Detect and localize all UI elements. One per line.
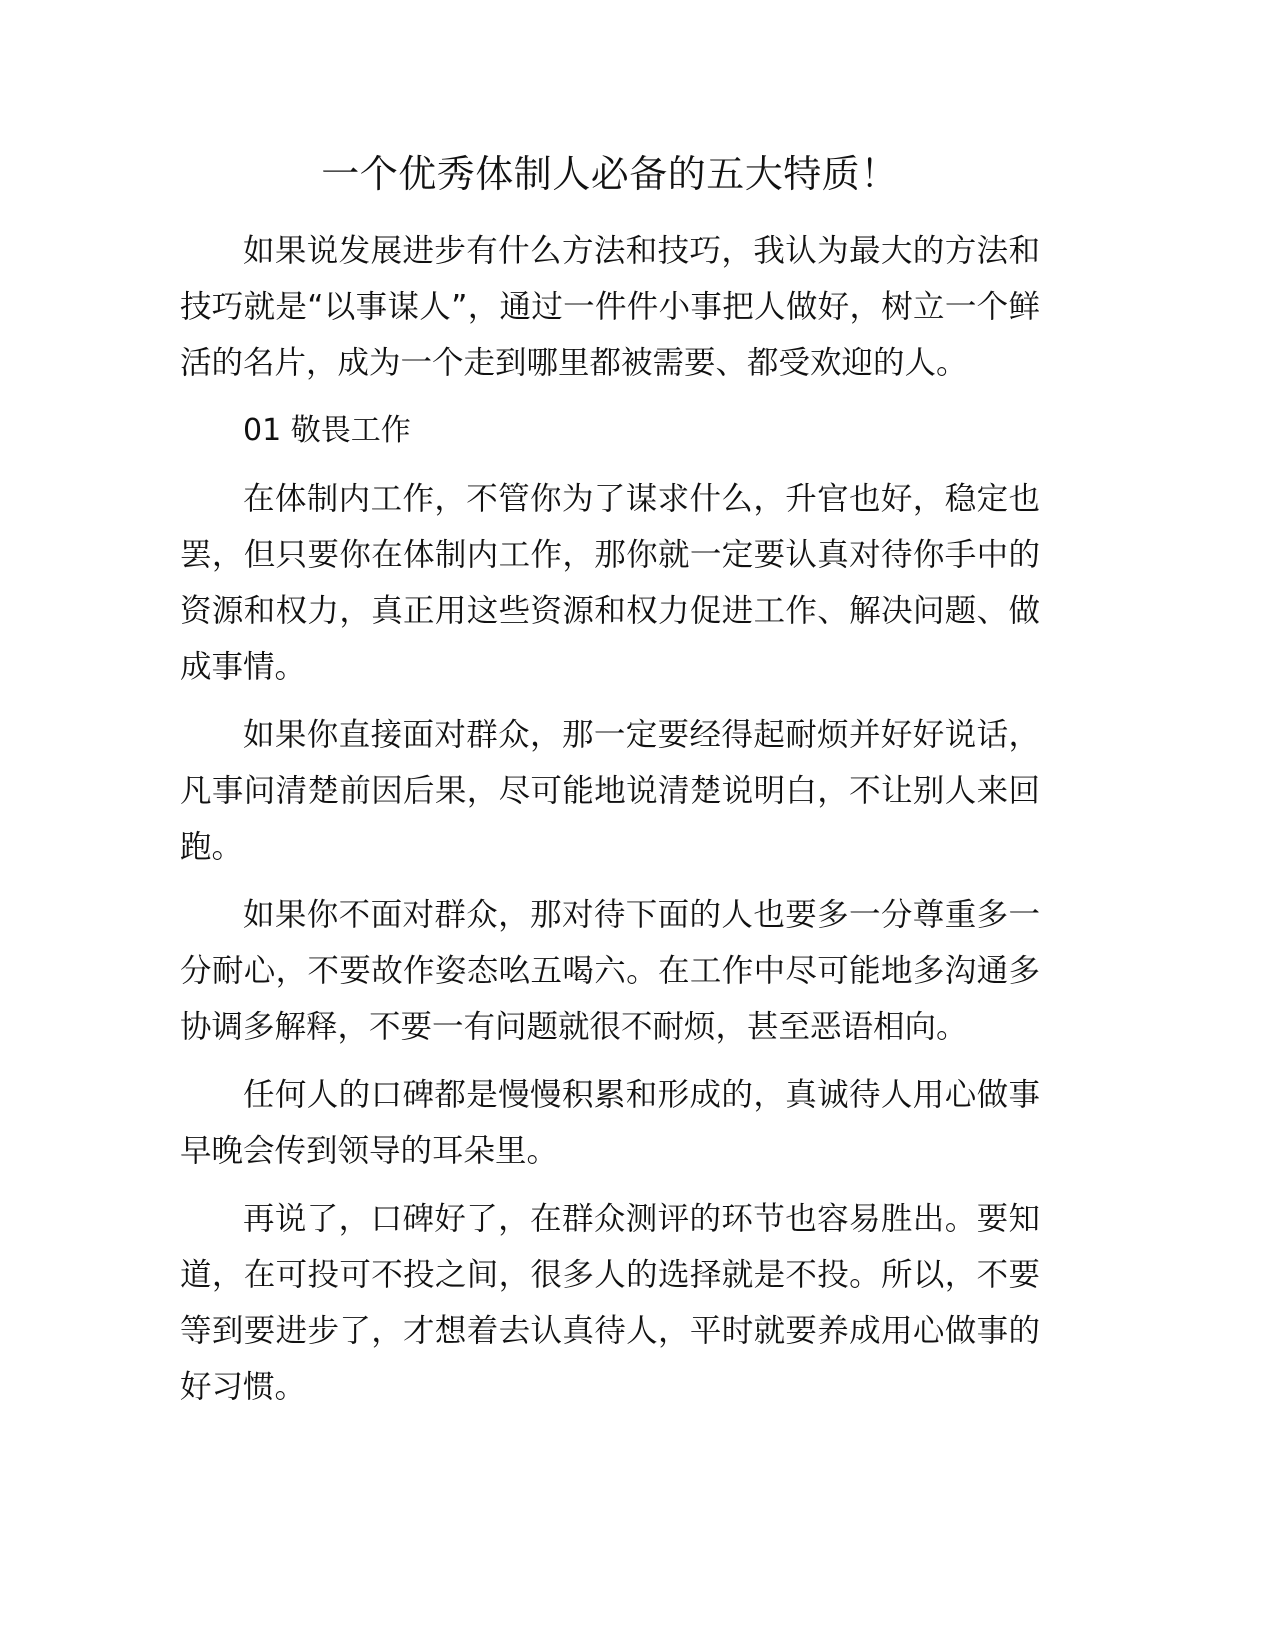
paragraph: 如果你直接面对群众，那一定要经得起耐烦并好好说话，凡事问清楚前因后果，尽可能地说清楚说明白，不让别人来回跑。 <box>180 717 1040 865</box>
document-body <box>180 223 1040 1427</box>
paragraph: 如果你不面对群众，那对待下面的人也要多一分尊重多一分耐心，不要故作姿态吆五喝六。在工作中尽可能地多沟通多协调多解释，不要一有问题就很不耐烦，甚至恶语相向。 <box>180 897 1040 1045</box>
paragraph: 任何人的口碑都是慢慢积累和形成的，真诚待人用心做事早晚会传到领导的耳朵里。 <box>180 1077 1040 1169</box>
document-title: 一个优秀体制人必备的五大特质！ <box>321 152 899 196</box>
paragraph: 在体制内工作，不管你为了谋求什么，升官也好，稳定也罢，但只要你在体制内工作，那你就一定要认真对待你手中的资源和权力，真正用这些资源和权力促进工作、解决问题、做成事情。 <box>180 481 1040 685</box>
section-heading: 01 敬畏工作 <box>243 413 411 448</box>
paragraph: 再说了，口碑好了，在群众测评的环节也容易胜出。要知道，在可投可不投之间，很多人的选择就是不投。所以，不要等到要进步了，才想着去认真待人，平时就要养成用心做事的好习惯。 <box>180 1201 1040 1405</box>
paragraph-intro: 如果说发展进步有什么方法和技巧，我认为最大的方法和技巧就是“以事谋人”，通过一件件小事把人做好，树立一个鲜活的名片，成为一个走到哪里都被需要、都受欢迎的人。 <box>180 233 1040 381</box>
